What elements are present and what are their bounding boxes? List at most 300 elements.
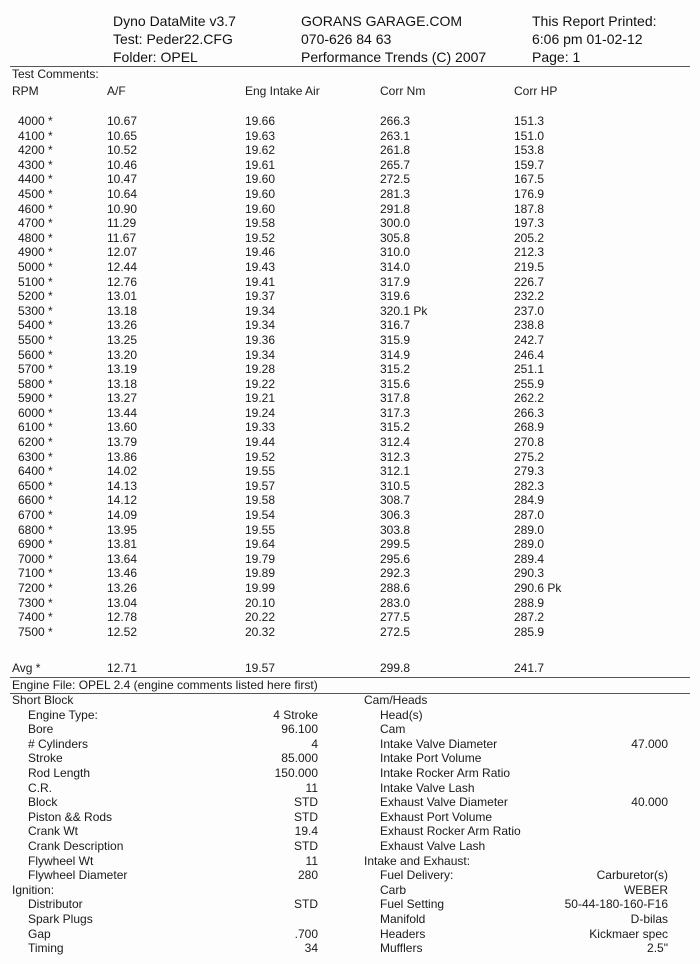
spec-label: Fuel Delivery: (380, 868, 454, 883)
col-header-corr-hp: Corr HP (514, 84, 558, 98)
table-row (0, 581, 700, 596)
spec-item (364, 722, 674, 737)
table-row (0, 245, 700, 260)
spec-value: 280 (297, 868, 318, 883)
spec-item (12, 927, 322, 942)
cell-af: 13.79 (107, 435, 138, 450)
spec-label: Exhaust Port Volume (380, 809, 493, 824)
table-row (0, 450, 700, 465)
cell-intake-air: 19.33 (245, 420, 276, 435)
cell-af: 12.76 (107, 274, 138, 289)
spec-item (364, 868, 674, 883)
cell-intake-air: 19.58 (245, 216, 276, 231)
cell-af: 10.90 (107, 201, 138, 216)
cell-corr-hp: 226.7 (514, 274, 545, 289)
spec-label: Bore (28, 722, 54, 737)
cell-rpm: 6700 * (18, 508, 53, 523)
cell-corr-nm: 314.9 (380, 347, 411, 362)
cell-af: 13.01 (107, 289, 138, 304)
table-row (0, 610, 700, 625)
cell-corr-hp: 289.0 (514, 537, 545, 552)
cell-af: 14.02 (107, 464, 138, 479)
cell-corr-nm: 272.5 (380, 172, 411, 187)
cell-rpm: 5400 * (18, 318, 53, 333)
table-row (0, 318, 700, 333)
cell-af: 12.78 (107, 610, 138, 625)
cell-af: 12.07 (107, 245, 138, 260)
test-file: Test: Peder22.CFG (113, 31, 233, 47)
spec-item (12, 912, 322, 927)
cell-rpm: 7100 * (18, 566, 53, 581)
spec-label: Intake Rocker Arm Ratio (380, 765, 511, 780)
cell-corr-hp: 270.8 (514, 435, 545, 450)
cell-rpm: 4400 * (18, 172, 53, 187)
cell-corr-nm: 306.3 (380, 508, 411, 523)
spec-label: Intake Port Volume (380, 751, 482, 766)
cell-af: 13.18 (107, 376, 138, 391)
cell-corr-nm: 292.3 (380, 566, 411, 581)
spec-item (12, 795, 322, 810)
spec-label: Block (28, 795, 58, 810)
cell-intake-air: 19.61 (245, 157, 276, 172)
spec-item (12, 941, 322, 956)
spec-label: # Cylinders (28, 736, 89, 751)
table-row (0, 479, 700, 494)
cell-intake-air: 20.10 (245, 595, 276, 610)
spec-value: Kickmaer spec (589, 926, 668, 941)
spec-label: Mufflers (380, 941, 423, 956)
table-row (0, 508, 700, 523)
cell-af: 13.44 (107, 405, 138, 420)
spec-label: Manifold (380, 911, 426, 926)
spec-label: Head(s) (380, 707, 423, 722)
cell-corr-hp: 251.1 (514, 362, 545, 377)
company-phone: 070-626 84 63 (301, 31, 392, 47)
cell-intake-air: 20.32 (245, 624, 276, 639)
cell-corr-hp: 197.3 (514, 216, 545, 231)
cell-intake-air: 19.57 (245, 478, 276, 493)
cell-intake-air: 19.34 (245, 347, 276, 362)
spec-item (12, 781, 322, 796)
cell-corr-nm: 303.8 (380, 522, 411, 537)
cell-rpm: 5500 * (18, 332, 53, 347)
cell-intake-air: 20.22 (245, 610, 276, 625)
cell-rpm: 5100 * (18, 274, 53, 289)
cell-corr-hp: 266.3 (514, 405, 545, 420)
software-copyright: Performance Trends (C) 2007 (301, 49, 487, 65)
table-row (0, 552, 700, 567)
spec-label: Engine Type: (28, 707, 98, 722)
spec-label: Intake Valve Diameter (380, 736, 498, 751)
spec-value: STD (294, 838, 318, 853)
cell-intake-air: 19.60 (245, 172, 276, 187)
cell-corr-hp: 287.0 (514, 508, 545, 523)
cell-af: 13.25 (107, 332, 138, 347)
cell-rpm: 5900 * (18, 391, 53, 406)
cell-intake-air: 19.66 (245, 114, 276, 128)
spec-value: 50-44-180-160-F16 (564, 897, 668, 912)
cell-corr-nm: 300.0 (380, 216, 411, 231)
cell-intake-air: 19.54 (245, 508, 276, 523)
cell-af: 13.86 (107, 449, 138, 464)
cell-rpm: 6300 * (18, 449, 53, 464)
cell-corr-hp: 246.4 (514, 347, 545, 362)
spec-value: STD (294, 795, 318, 810)
table-row (0, 289, 700, 304)
spec-label: Crank Description (28, 838, 124, 853)
cell-rpm: 6100 * (18, 420, 53, 435)
section-title: Intake and Exhaust: (364, 853, 471, 868)
cell-rpm: 5200 * (18, 289, 53, 304)
table-row (0, 231, 700, 246)
company-name: GORANS GARAGE.COM (301, 13, 463, 29)
section-title: Ignition: (12, 882, 55, 897)
spec-label: C.R. (28, 780, 52, 795)
table-row (0, 596, 700, 611)
cell-corr-hp: 287.2 (514, 610, 545, 625)
spec-item (364, 751, 674, 766)
spec-item (12, 766, 322, 781)
cell-intake-air: 19.55 (245, 522, 276, 537)
cell-corr-nm: 310.5 (380, 478, 411, 493)
cell-rpm: 4900 * (18, 245, 53, 260)
spec-value: D-bilas (630, 911, 668, 926)
cell-rpm: 4000 * (18, 114, 53, 128)
spec-left-column (12, 693, 322, 956)
spec-value: Carburetor(s) (596, 868, 668, 883)
table-row (0, 216, 700, 231)
cell-intake-air: 19.62 (245, 143, 276, 158)
section-title: Cam/Heads (364, 693, 428, 707)
spec-item (364, 766, 674, 781)
table-row (0, 362, 700, 377)
cell-rpm: 7500 * (18, 624, 53, 639)
print-label: This Report Printed: (532, 13, 657, 29)
spec-value: 4 (311, 736, 318, 751)
table-row (0, 275, 700, 290)
table-row (0, 260, 700, 275)
cell-intake-air: 19.46 (245, 245, 276, 260)
spec-right-column (364, 693, 674, 956)
cell-corr-hp: 282.3 (514, 478, 545, 493)
spec-item (364, 781, 674, 796)
spec-value: 96.100 (281, 722, 318, 737)
spec-item (12, 868, 322, 883)
table-row (0, 129, 700, 144)
spec-item (364, 824, 674, 839)
cell-af: 14.13 (107, 478, 138, 493)
spec-value: 11 (305, 780, 318, 795)
spec-item (364, 927, 674, 942)
cell-corr-hp: 187.8 (514, 201, 545, 216)
spec-value: 4 Stroke (273, 707, 318, 722)
divider (10, 66, 690, 67)
cell-af: 13.60 (107, 420, 138, 435)
spec-label: Exhaust Rocker Arm Ratio (380, 824, 521, 839)
spec-item (364, 795, 674, 810)
cell-rpm: 7300 * (18, 595, 53, 610)
table-row (0, 333, 700, 348)
table-row (0, 464, 700, 479)
cell-rpm: 6800 * (18, 522, 53, 537)
cell-corr-nm: 317.3 (380, 405, 411, 420)
spec-item (364, 883, 674, 898)
cell-rpm: 6600 * (18, 493, 53, 508)
cell-corr-hp: 289.0 (514, 522, 545, 537)
cell-corr-nm: 319.6 (380, 289, 411, 304)
cell-rpm: 6200 * (18, 435, 53, 450)
spec-label: Exhaust Valve Diameter (380, 795, 508, 810)
cell-intake-air: 19.41 (245, 274, 276, 289)
cell-rpm: 4300 * (18, 157, 53, 172)
spec-value: STD (294, 809, 318, 824)
cell-intake-air: 19.44 (245, 435, 276, 450)
cell-intake-air: 19.34 (245, 318, 276, 333)
cell-rpm: 6500 * (18, 478, 53, 493)
cell-rpm: 4100 * (18, 128, 53, 143)
cell-corr-hp: 238.8 (514, 318, 545, 333)
cell-intake-air: 19.60 (245, 201, 276, 216)
cell-af: 14.12 (107, 493, 138, 508)
cell-af: 11.29 (107, 216, 137, 231)
program-version: Dyno DataMite v3.7 (113, 13, 236, 29)
cell-rpm: 4200 * (18, 143, 53, 158)
cell-corr-hp: 275.2 (514, 449, 545, 464)
cell-rpm: 6000 * (18, 405, 53, 420)
cell-corr-nm: 315.2 (380, 420, 411, 435)
col-header-af: A/F (107, 84, 126, 98)
spec-value: WEBER (623, 882, 668, 897)
avg-intake-air: 19.57 (245, 661, 276, 675)
cell-rpm: 5300 * (18, 303, 53, 318)
table-row (0, 493, 700, 508)
cell-intake-air: 19.55 (245, 464, 276, 479)
cell-corr-nm: 315.2 (380, 362, 411, 377)
cell-corr-hp: 151.0 (514, 128, 545, 143)
cell-intake-air: 19.52 (245, 230, 276, 245)
cell-corr-nm: 272.5 (380, 624, 411, 639)
cell-corr-hp: 205.2 (514, 230, 545, 245)
cell-intake-air: 19.79 (245, 551, 276, 566)
spec-label: Headers (380, 926, 426, 941)
spec-item (364, 708, 674, 723)
header-center (301, 12, 486, 66)
spec-item (364, 912, 674, 927)
spec-item (12, 824, 322, 839)
cell-intake-air: 19.37 (245, 289, 276, 304)
spec-item (12, 708, 322, 723)
cell-corr-hp: 262.2 (514, 391, 545, 406)
cell-rpm: 6400 * (18, 464, 53, 479)
cell-corr-hp: 290.6 Pk (514, 581, 562, 595)
header-right (532, 12, 657, 66)
cell-corr-nm: 308.7 (380, 493, 411, 508)
cell-corr-nm: 266.3 (380, 114, 411, 128)
spec-value: 47.000 (631, 736, 668, 751)
table-row (0, 435, 700, 450)
spec-label: Cam (380, 722, 406, 737)
cell-af: 12.52 (107, 624, 138, 639)
cell-af: 13.46 (107, 566, 138, 581)
cell-af: 13.81 (107, 537, 138, 552)
cell-af: 13.20 (107, 347, 138, 362)
cell-corr-hp: 212.3 (514, 245, 545, 260)
spec-label: Gap (28, 926, 51, 941)
test-comments-label: Test Comments: (12, 67, 99, 81)
cell-intake-air: 19.64 (245, 537, 276, 552)
cell-af: 13.95 (107, 522, 138, 537)
cell-corr-nm: 316.7 (380, 318, 411, 333)
spec-value: 11 (305, 853, 318, 868)
cell-rpm: 7200 * (18, 581, 53, 595)
cell-intake-air: 19.21 (245, 391, 276, 406)
spec-label: Exhaust Valve Lash (380, 838, 486, 853)
engine-file: Engine File: OPEL 2.4 (engine comments listed here first) (12, 678, 318, 692)
spec-value: 150.000 (274, 765, 318, 780)
table-row (0, 377, 700, 392)
cell-corr-nm: 299.5 (380, 537, 411, 552)
cell-rpm: 7000 * (18, 551, 53, 566)
spec-value: 34 (304, 941, 318, 956)
spec-item (12, 839, 322, 854)
spec-label: Flywheel Diameter (28, 868, 128, 883)
page-number: Page: 1 (532, 49, 581, 65)
cell-rpm: 4500 * (18, 186, 53, 201)
spec-label: Piston && Rods (28, 809, 113, 824)
cell-af: 14.09 (107, 508, 138, 523)
cell-corr-nm: 312.4 (380, 435, 411, 450)
cell-corr-hp: 151.3 (514, 114, 545, 128)
spec-value: 85.000 (281, 751, 318, 766)
spec-value: 40.000 (631, 795, 668, 810)
cell-af: 12.44 (107, 259, 138, 274)
cell-af: 10.64 (107, 186, 138, 201)
cell-corr-nm: 317.8 (380, 391, 411, 406)
spec-label: Spark Plugs (28, 911, 93, 926)
spec-item (364, 810, 674, 825)
print-datetime: 6:06 pm 01-02-12 (532, 31, 643, 47)
section-cam-heads (364, 693, 674, 854)
cell-rpm: 5600 * (18, 347, 53, 362)
cell-corr-nm: 315.6 (380, 376, 411, 391)
table-row (0, 625, 700, 640)
table-row (0, 420, 700, 435)
data-table (0, 114, 700, 639)
avg-label: Avg * (12, 661, 41, 675)
cell-corr-nm: 320.1 Pk (380, 303, 428, 318)
cell-rpm: 7400 * (18, 610, 53, 625)
section-short-block (12, 693, 322, 883)
cell-corr-hp: 279.3 (514, 464, 545, 479)
cell-rpm: 4800 * (18, 230, 53, 245)
cell-af: 10.52 (107, 143, 138, 158)
cell-af: 10.67 (107, 114, 138, 128)
cell-corr-hp: 255.9 (514, 376, 545, 391)
spec-label: Rod Length (28, 765, 91, 780)
cell-corr-nm: 261.8 (380, 143, 411, 158)
spec-label: Crank Wt (28, 824, 79, 839)
table-row (0, 143, 700, 158)
cell-corr-nm: 310.0 (380, 245, 411, 260)
cell-rpm: 6900 * (18, 537, 53, 552)
cell-corr-hp: 153.8 (514, 143, 545, 158)
cell-af: 13.64 (107, 551, 138, 566)
cell-intake-air: 19.58 (245, 493, 276, 508)
table-row (0, 523, 700, 538)
spec-item (12, 854, 322, 869)
cell-intake-air: 19.24 (245, 405, 276, 420)
cell-corr-hp: 290.3 (514, 566, 545, 581)
spec-label: Distributor (28, 897, 83, 912)
spec-label: Intake Valve Lash (380, 780, 475, 795)
spec-item (12, 897, 322, 912)
cell-corr-nm: 265.7 (380, 157, 411, 172)
spec-item (12, 751, 322, 766)
spec-item (12, 810, 322, 825)
cell-af: 10.65 (107, 128, 138, 143)
table-row (0, 304, 700, 319)
cell-corr-nm: 283.0 (380, 595, 411, 610)
header-left (113, 12, 236, 66)
spec-label: Carb (380, 882, 407, 897)
table-row (0, 158, 700, 173)
section-ignition (12, 883, 322, 956)
table-row (0, 114, 700, 129)
table-row (0, 202, 700, 217)
spec-label: Fuel Setting (380, 897, 445, 912)
cell-intake-air: 19.34 (245, 303, 276, 318)
table-row (0, 172, 700, 187)
cell-corr-nm: 277.5 (380, 610, 411, 625)
folder-name: Folder: OPEL (113, 49, 198, 65)
table-row (0, 391, 700, 406)
table-row (0, 566, 700, 581)
cell-intake-air: 19.36 (245, 332, 276, 347)
spec-item (364, 839, 674, 854)
cell-corr-nm: 317.9 (380, 274, 411, 289)
cell-af: 13.18 (107, 303, 138, 318)
cell-corr-hp: 232.2 (514, 289, 545, 304)
cell-intake-air: 19.99 (245, 581, 276, 595)
spec-label: Flywheel Wt (28, 853, 94, 868)
avg-corr-hp: 241.7 (514, 661, 545, 675)
cell-corr-hp: 176.9 (514, 186, 545, 201)
cell-corr-nm: 312.1 (380, 464, 411, 479)
cell-corr-nm: 295.6 (380, 551, 411, 566)
cell-rpm: 5000 * (18, 259, 53, 274)
cell-corr-hp: 288.9 (514, 595, 545, 610)
cell-corr-nm: 291.8 (380, 201, 411, 216)
spec-item (12, 722, 322, 737)
spec-item (364, 941, 674, 956)
cell-intake-air: 19.89 (245, 566, 276, 581)
cell-af: 13.19 (107, 362, 138, 377)
cell-intake-air: 19.28 (245, 362, 276, 377)
spec-value: 19.4 (294, 824, 318, 839)
col-header-rpm: RPM (12, 84, 39, 98)
cell-corr-hp: 237.0 (514, 303, 545, 318)
spec-label: Timing (28, 941, 64, 956)
col-header-intake-air: Eng Intake Air (245, 84, 320, 98)
spec-label: Stroke (28, 751, 63, 766)
cell-corr-hp: 167.5 (514, 172, 545, 187)
spec-item (364, 737, 674, 752)
table-row (0, 348, 700, 363)
table-row (0, 406, 700, 421)
cell-corr-hp: 284.9 (514, 493, 545, 508)
cell-corr-hp: 268.9 (514, 420, 545, 435)
cell-rpm: 5700 * (18, 362, 53, 377)
